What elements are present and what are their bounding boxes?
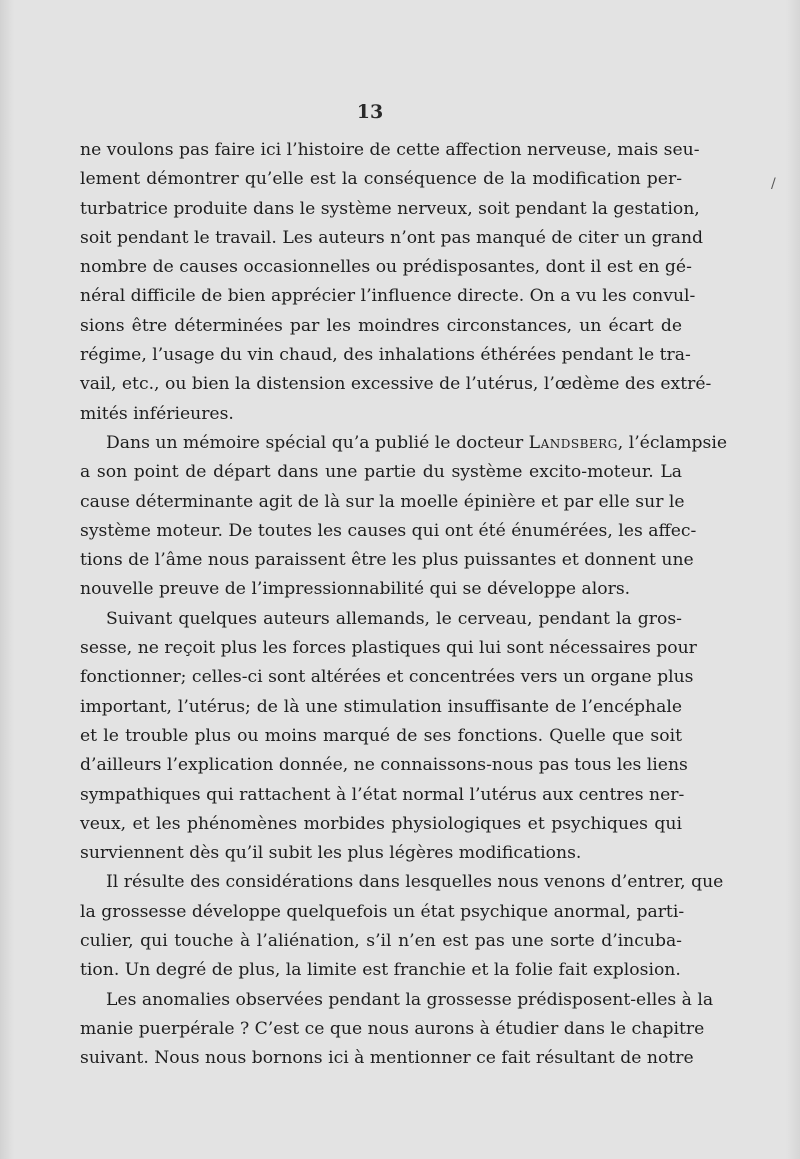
text-line: mités inférieures. (80, 403, 234, 424)
text-line: fonctionner; celles-ci sont altérées et concentrées vers un organe plus (80, 667, 694, 688)
text-line: néral difficile de bien apprécier l’influence directe. On a vu les convul- (80, 286, 696, 307)
text-line: turbatrice produite dans le système nerveux, soit pendant la gestation, (80, 198, 700, 219)
text-line: nombre de causes occasionnelles ou prédisposantes, dont il est en gé- (80, 257, 692, 278)
text-line: tion. Un degré de plus, la limite est franchie et la folie fait explosion. (80, 960, 681, 981)
text-line: Suivant quelques auteurs allemands, le cerveau, pendant la gros- (106, 608, 682, 629)
text-line: régime, l’usage du vin chaud, des inhalations éthérées pendant le tra- (80, 345, 691, 366)
text-line: système moteur. De toutes les causes qui ont été énumérées, les affec- (80, 520, 697, 541)
text-line: Les anomalies observées pendant la grossesse prédisposent-elles à la (106, 989, 714, 1010)
text-line: d’ailleurs l’explication donnée, ne connaissons-nous pas tous les liens (80, 755, 688, 776)
text-line: sympathiques qui rattachent à l’état normal l’utérus aux centres ner- (80, 784, 685, 805)
margin-mark: / (771, 176, 776, 192)
text-line: vail, etc., ou bien la distension excessive de l’utérus, l’œdème des extré- (80, 374, 712, 395)
author-name: Landsberg (528, 432, 618, 453)
text-line: cause déterminante agit de là sur la moelle épinière et par elle sur le (80, 491, 685, 512)
text-line: la grossesse développe quelquefois un état psychique anormal, parti- (80, 901, 685, 922)
text-line: manie puerpérale ? C’est ce que nous aurons à étudier dans le chapitre (80, 1018, 705, 1039)
text-line: a son point de départ dans une partie du système excito-moteur. La (80, 462, 682, 483)
text-line: veux, et les phénomènes morbides physiologiques et psychiques qui (80, 813, 682, 834)
text-line: sions être déterminées par les moindres circonstances, un écart de (80, 315, 682, 336)
body-text (80, 136, 727, 1074)
text-line: lement démontrer qu’elle est la conséquence de la modification per- (80, 169, 682, 190)
text-line: tions de l’âme nous paraissent être les plus puissantes et donnent une (80, 550, 694, 571)
text-line (80, 429, 727, 458)
text-segment: , l’éclampsie (617, 432, 727, 453)
text-segment: Dans un mémoire spécial qu’a publié le docteur (106, 432, 529, 453)
text-line: Il résulte des considérations dans lesquelles nous venons d’entrer, que (106, 872, 724, 893)
text-line: culier, qui touche à l’aliénation, s’il n’en est pas une sorte d’incuba- (80, 931, 682, 952)
text-line: soit pendant le travail. Les auteurs n’ont pas manqué de citer un grand (80, 227, 704, 248)
text-line: important, l’utérus; de là une stimulation insuffisante de l’encéphale (80, 696, 682, 717)
text-line: ne voulons pas faire ici l’histoire de cette affection nerveuse, mais seu- (80, 140, 700, 160)
text-line: nouvelle preuve de l’impressionnabilité qui se développe alors. (80, 579, 631, 600)
text-line: sesse, ne reçoit plus les forces plastiques qui lui sont nécessaires pour (80, 638, 697, 659)
page-number: 13 (356, 101, 384, 123)
text-line: surviennent dès qu’il subit les plus légères modifications. (80, 843, 582, 864)
text-line: et le trouble plus ou moins marqué de ses fonctions. Quelle que soit (80, 725, 682, 746)
text-line: suivant. Nous nous bornons ici à mentionner ce fait résultant de notre (80, 1048, 694, 1069)
